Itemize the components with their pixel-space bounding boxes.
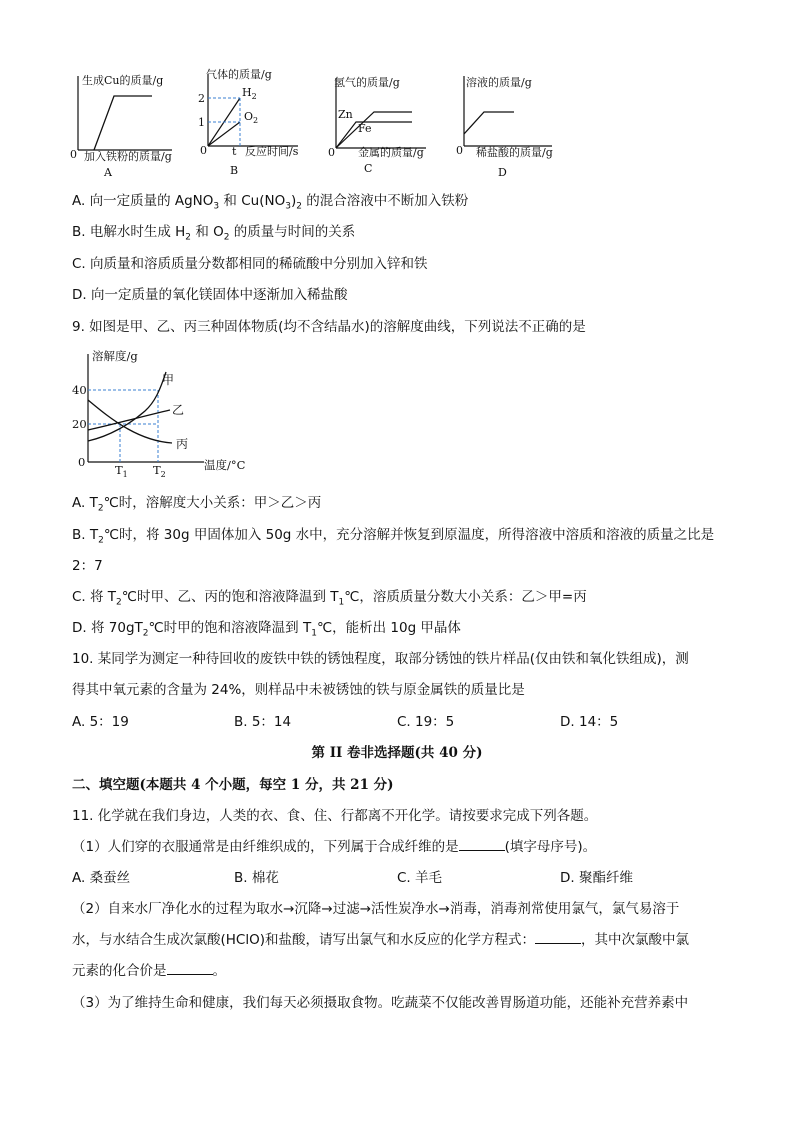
q10-stem-line1: 10. 某同学为测定一种待回收的废铁中铁的锈蚀程度，取部分锈蚀的铁片样品(仅由铁和氧化铁组成)，测	[72, 651, 689, 667]
graph-b-letter: B	[230, 164, 239, 177]
solubility-tick-t2: $T_2$	[153, 463, 166, 479]
q8-option-d: D. 向一定质量的氧化镁固体中逐渐加入稀盐酸	[72, 287, 348, 303]
graph-b-tick-2: 2	[198, 92, 205, 105]
q9-option-b-line2: 2：7	[72, 558, 103, 574]
q9-option-a: A. $T_2℃$时，溶解度大小关系：甲＞乙＞丙	[72, 495, 322, 514]
graph-a-ylabel: 生成Cu的质量/g	[82, 74, 164, 87]
q10-option-d: D. 14：5	[560, 714, 619, 730]
graph-a	[60, 62, 180, 182]
q11-part1-blank[interactable]	[459, 838, 505, 851]
part-title: 二、填空题(本题共 4 个小题，每空 1 分，共 21 分)	[72, 777, 394, 793]
q11-p1-option-d: D. 聚酯纤维	[560, 870, 633, 886]
graph-b-tick-1: 1	[198, 116, 205, 129]
solubility-label-bing: 丙	[176, 437, 189, 451]
graph-c-zn-line	[336, 122, 412, 148]
q10-option-b: B. 5：14	[234, 714, 292, 730]
graph-a-letter: A	[104, 166, 112, 179]
q11-part2-line2: 水，与水结合生成次氯酸(HClO)和盐酸，请写出氯气和水反应的化学方程式： ，其中次氯酸中氯	[72, 932, 689, 948]
q11-p1-option-c: C. 羊毛	[397, 870, 443, 886]
graph-c-ylabel: 氢气的质量/g	[334, 76, 400, 89]
q10-option-a: A. 5：19	[72, 714, 129, 730]
graph-d-origin: 0	[456, 144, 463, 157]
graph-c-origin: 0	[328, 146, 335, 159]
graph-b	[192, 62, 322, 182]
q11-part3: （3）为了维持生命和健康，我们每天必须摄取食物。吃蔬菜不仅能改善胃肠道功能，还能补充营养素中	[72, 995, 689, 1011]
graph-d-xlabel: 稀盐酸的质量/g	[476, 146, 553, 159]
graph-b-xlabel: 反应时间/s	[245, 145, 299, 158]
graph-a-curve	[94, 96, 152, 150]
q9-option-d: D. 将 $70gT_2℃$时甲的饱和溶液降温到 $T_1℃$，能析出 10g 甲晶体	[72, 620, 461, 639]
graph-b-o2-label: $O_2$	[244, 110, 259, 125]
solubility-xlabel: 温度/°C	[204, 458, 246, 472]
section-title: 第 II 卷非选择题(共 40 分)	[311, 745, 483, 761]
q8-option-c: C. 向质量和溶质质量分数都相同的稀硫酸中分别加入锌和铁	[72, 256, 428, 272]
solubility-curve-jia	[88, 372, 166, 441]
q9-option-b-line1: B. $T_2℃$时，将 30g 甲固体加入 50g 水中，充分溶解并恢复到原温度，所得溶液中溶质和溶液的质量之比是	[72, 527, 715, 546]
solubility-label-jia: 甲	[162, 373, 175, 387]
q11-p1-option-a: A. 桑蚕丝	[72, 870, 131, 886]
graph-c	[326, 64, 446, 184]
q9-stem: 9. 如图是甲、乙、丙三种固体物质(均不含结晶水)的溶解度曲线，下列说法不正确的是	[72, 319, 586, 335]
graph-d-letter: D	[498, 166, 507, 179]
q8-option-a: A. 向一定质量的 AgNO$_3$ 和 $Cu(NO_3)_2$ 的混合溶液中不断加入铁粉	[72, 193, 469, 212]
graph-b-origin: 0	[200, 144, 207, 157]
q8-option-b: B. 电解水时生成 $H_2$ 和 $O_2$ 的质量与时间的关系	[72, 224, 356, 243]
graph-c-zn-label: Zn	[338, 108, 353, 121]
q11-p1-option-b: B. 棉花	[234, 870, 279, 886]
q10-stem-line2: 得其中氧元素的含量为 24%，则样品中未被锈蚀的铁与原金属铁的质量比是	[72, 682, 525, 698]
graph-b-ylabel: 气体的质量/g	[206, 68, 272, 81]
graph-a-origin: 0	[70, 148, 77, 161]
graph-a-xlabel: 加入铁粉的质量/g	[84, 150, 172, 163]
q11-part2-line1: （2）自来水厂净化水的过程为取水→沉降→过滤→活性炭净水→消毒，消毒剂常使用氯气，氯气易溶于	[72, 901, 680, 917]
q11-part2-line3: 元素的化合价是 。	[72, 963, 226, 979]
solubility-tick-20: 20	[72, 417, 87, 431]
solubility-tick-t1: $T_1$	[115, 463, 128, 479]
graph-c-letter: C	[364, 162, 373, 175]
graph-b-h2-label: $H_2$	[242, 86, 257, 101]
graph-b-tick-t: t	[232, 145, 237, 158]
solubility-origin: 0	[78, 455, 86, 469]
graph-d-ylabel: 溶液的质量/g	[466, 76, 532, 89]
graph-d-curve	[464, 112, 514, 134]
solubility-ylabel: 溶解度/g	[92, 349, 138, 363]
solubility-curve-bing	[88, 400, 172, 443]
solubility-chart	[70, 344, 260, 484]
q11-valence-blank[interactable]	[167, 962, 213, 975]
graph-d	[452, 64, 572, 184]
solubility-label-yi: 乙	[172, 403, 185, 417]
q11-part1: （1）人们穿的衣服通常是由纤维织成的，下列属于合成纤维的是 (填字母序号)。	[72, 839, 597, 855]
q11-stem: 11. 化学就在我们身边，人类的衣、食、住、行都离不开化学。请按要求完成下列各题。	[72, 808, 598, 824]
graph-c-fe-label: Fe	[358, 122, 372, 135]
graph-c-xlabel: 金属的质量/g	[358, 146, 424, 159]
solubility-tick-40: 40	[72, 383, 87, 397]
q10-option-c: C. 19：5	[397, 714, 455, 730]
q11-equation-blank[interactable]	[535, 931, 581, 944]
graph-b-o2-line	[208, 122, 240, 146]
q9-option-c: C. 将 $T_2℃$时甲、乙、丙的饱和溶液降温到 $T_1℃$，溶质质量分数大小关系：乙＞甲=丙	[72, 589, 587, 608]
